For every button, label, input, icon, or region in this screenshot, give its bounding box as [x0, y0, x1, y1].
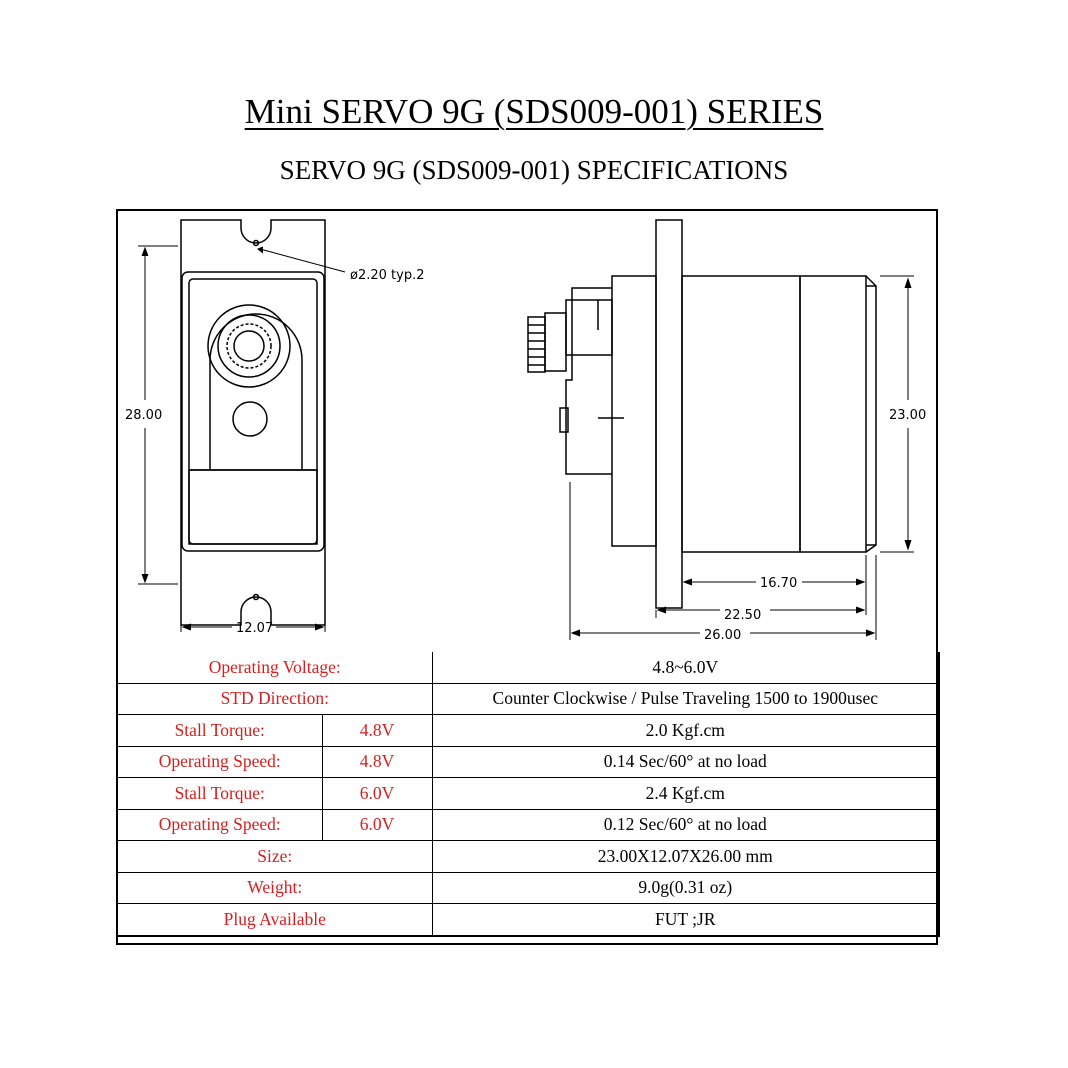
dim-d1: 16.70	[760, 576, 798, 591]
dim-width-front: 12.07	[236, 621, 274, 636]
side-dimensions	[570, 276, 914, 640]
dim-height-side: 23.00	[889, 408, 927, 423]
spec-voltage: 4.8V	[322, 746, 432, 778]
specifications-table	[116, 652, 940, 937]
spec-row-weight	[117, 872, 939, 904]
spec-value: 2.0 Kgf.cm	[432, 715, 939, 747]
spec-value: 23.00X12.07X26.00 mm	[432, 841, 939, 873]
spec-label: Size:	[117, 841, 432, 873]
spec-label: STD Direction:	[117, 683, 432, 715]
spec-voltage: 6.0V	[322, 809, 432, 841]
spec-value: 4.8~6.0V	[432, 652, 939, 683]
spec-row-std-direction	[117, 683, 939, 715]
spec-row-operating-voltage	[117, 652, 939, 683]
spec-value: 0.14 Sec/60° at no load	[432, 746, 939, 778]
dim-d2: 22.50	[724, 608, 762, 623]
spec-label: Operating Voltage:	[117, 652, 432, 683]
spec-value: FUT ;JR	[432, 904, 939, 936]
spec-row-plug	[117, 904, 939, 936]
spec-row-stall-torque-6-0v	[117, 778, 939, 810]
spec-value: Counter Clockwise / Pulse Traveling 1500 to 1900usec	[432, 683, 939, 715]
spec-label: Plug Available	[117, 904, 432, 936]
spec-label: Stall Torque:	[117, 715, 322, 747]
spec-label: Weight:	[117, 872, 432, 904]
spec-row-operating-speed-6-0v	[117, 809, 939, 841]
document-title: Mini SERVO 9G (SDS009-001) SERIES	[244, 92, 824, 131]
spec-value: 0.12 Sec/60° at no load	[432, 809, 939, 841]
spec-row-operating-speed-4-8v	[117, 746, 939, 778]
spec-value: 9.0g(0.31 oz)	[432, 872, 939, 904]
document-subtitle: SERVO 9G (SDS009-001) SPECIFICATIONS	[279, 155, 789, 185]
spec-label: Operating Speed:	[117, 809, 322, 841]
spec-row-size	[117, 841, 939, 873]
servo-front-view	[181, 220, 325, 625]
spec-label: Stall Torque:	[117, 778, 322, 810]
spec-voltage: 4.8V	[322, 715, 432, 747]
hole-callout: ø2.20 typ.2	[350, 268, 425, 283]
dim-d3: 26.00	[704, 628, 742, 643]
front-dimensions	[138, 246, 345, 632]
spec-value: 2.4 Kgf.cm	[432, 778, 939, 810]
spec-row-stall-torque-4-8v	[117, 715, 939, 747]
spec-label: Operating Speed:	[117, 746, 322, 778]
spec-voltage: 6.0V	[322, 778, 432, 810]
dim-height-front: 28.00	[125, 408, 163, 423]
servo-side-view	[528, 220, 876, 608]
